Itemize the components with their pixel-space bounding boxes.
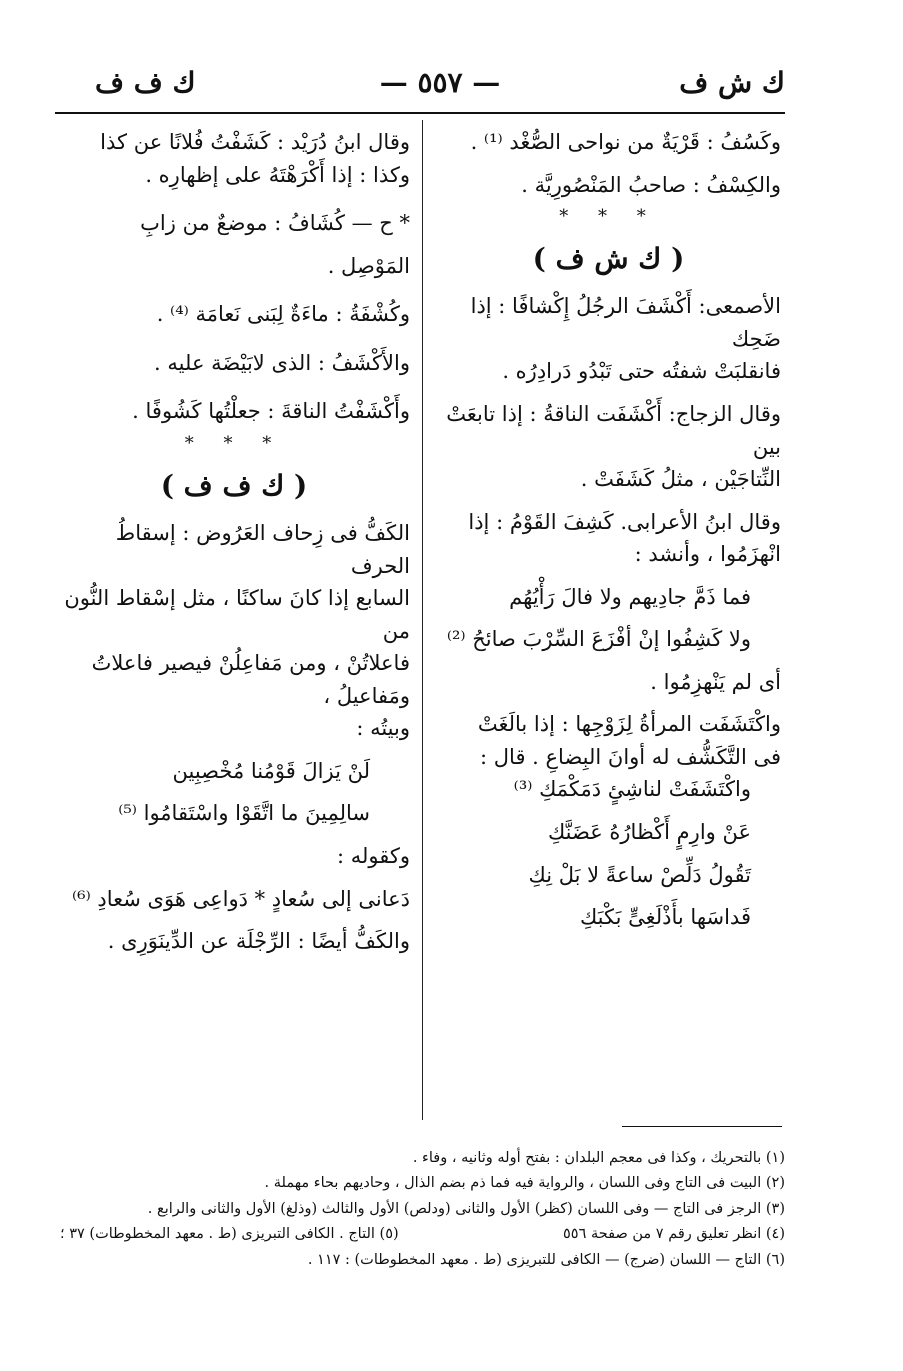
text-line: وكَسُفُ : قَرْيَةٌ من نواحى الصُّغْد ⁽¹⁾ . (470, 130, 781, 154)
verse-line: سالِمِينَ ما اتَّقَوْا واسْتَقامُوا ⁽⁵⁾ (118, 801, 370, 826)
verse-line: ولا كَشِفُوا إنْ أفْزَعَ السِّرْبَ صائحُ ⁽²⁾ (446, 627, 751, 652)
text-line: الكَفُّ فى زِحاف العَرُوض : إسقاطُ الحرف (115, 521, 410, 578)
text-line: وقال ابنُ الأعرابى. كَشِفَ القَوْمُ : إذا (468, 509, 781, 534)
text-line: وكقوله : (336, 844, 410, 869)
right-column (436, 126, 781, 934)
text-line: وكُشْفَةُ : ماءَةٌ لِبَنى نَعامَة ⁽⁴⁾ . (156, 302, 410, 327)
section-heading: ( ك ف ف ) (160, 468, 308, 502)
text-line: وأَكْشَفْتُ الناقةَ : جعلْتُها كَشُوفًا . (132, 399, 410, 424)
text-line: والكَفُّ أيضًا : الرِّجْلَة عن الدِّينَوَرِى . (107, 929, 410, 954)
text-line: السابع إذا كانَ ساكنًا ، مثل إسْقاط النُّون من (64, 586, 410, 643)
footnote: (٤) انظر تعليق رقم ٧ من صفحة ٥٥٦ (563, 1226, 785, 1243)
text-line: فى التَّكَشُّف له أوانَ البِضاعِ . قال : (480, 744, 781, 769)
page-header (95, 66, 785, 106)
text-line: والأَكْشَفُ : الذى لابَيْضَة عليه . (154, 350, 410, 375)
verse-line: تَقُولُ دَلِّصْ ساعةً لا بَلْ نِكِ (528, 862, 751, 887)
header-right-root: ك ش ف (679, 66, 785, 99)
footnote-row (60, 1222, 785, 1247)
text-line: وكذا : إذا أَكْرَهْتَهُ على إظهارِه . (145, 162, 410, 187)
section-heading: ( ك ش ف ) (532, 241, 685, 275)
text-line: وقال الزجاج: أَكْشَفَت الناقةُ : إذا تابعَتْ بين (446, 402, 781, 459)
text-line: فاعلاتُنْ ، ومن مَفاعِلُنْ فيصير فاعلاتُ ومَفاعيلُ ، (91, 651, 410, 708)
text-line: واكْتَشَفَت المرأةُ لِزَوْجِها : إذا بالَغَتْ (477, 712, 781, 737)
text-line: انْهزَمُوا ، وأنشد : (634, 542, 781, 567)
footnote-rule (622, 1126, 782, 1127)
verse-line: عَنْ وارِمٍ أَكْظارُهُ عَضَنَّكِ (547, 820, 751, 845)
footnote: (٥) التاج . الكافى التبريزى (ط . معهد المخطوطات) ٣٧ ؛ (60, 1226, 399, 1243)
footnote: (٣) الرجز فى التاج — وفى اللسان (كظر) الأول والثانى (ودلص) الأول والثالث (وذلغ) الأول والثانى والرابع . (147, 1200, 785, 1217)
verse-line: لَنْ يَزالَ قَوْمُنا مُخْصِبِين (172, 758, 370, 783)
text-line: أى لم يَنْهزِمُوا . (650, 669, 781, 694)
text-line: فانقلبَتْ شفتُه حتى تَبْدُو دَرادِرُه . (502, 359, 781, 384)
text-line: وقال ابنُ دُرَيْد : كَشَفْتُ فُلانًا عن كذا (100, 130, 410, 154)
header-rule (55, 112, 785, 114)
section-separator: * * * (184, 432, 284, 454)
header-left-root: ك ف ف (95, 66, 196, 99)
verse-line: فَداسَها بأَذْلَغِىٍّ بَكْبَكِ (579, 905, 751, 930)
text-line: النِّتاجَيْن ، مثلُ كَشَفَتْ . (580, 467, 781, 492)
verse-line: واكْتَشَفَتْ لناشِئٍ دَمَكْمَكِ ⁽³⁾ (513, 777, 751, 802)
text-line: وبيتُه : (356, 716, 410, 741)
column-divider (422, 120, 423, 1120)
footnote: (١) بالتحريك ، وكذا فى معجم البلدان : بفتح أوله وثانيه ، وفاء . (412, 1150, 785, 1166)
footnote: (٢) البيت فى التاج وفى اللسان ، والرواية فيه فما ذم بضم الذال ، وحاديهم بحاء مهملة . (264, 1175, 785, 1192)
verse-line: دَعانى إلى سُعادٍ * دَواعِى هَوَى سُعادِ ⁽⁶⁾ (71, 886, 410, 911)
page-number: — ٥٥٧ — (379, 66, 501, 99)
left-column (58, 126, 410, 958)
section-separator: * * * (559, 206, 658, 228)
verse-line: فما ذَمَّ جادِيهم ولا فالَ رَأْيُهُم (509, 584, 751, 609)
text-line: * ح — كُشَافُ : موضعٌ من زابِ (140, 211, 410, 236)
text-line: الأصمعى: أَكْشَفَ الرجُلُ إِكْشافًا : إذا ضَحِك (470, 294, 781, 351)
text-line: والكِسْفُ : صاحبُ المَنْصُورِيَّة . (521, 172, 781, 197)
text-line: المَوْصِل . (327, 253, 410, 278)
footnotes (60, 1146, 785, 1273)
footnote: (٦) التاج — اللسان (ضرج) — الكافى للتبريزى (ط . معهد المخطوطات) : ١١٧ . (307, 1251, 785, 1268)
